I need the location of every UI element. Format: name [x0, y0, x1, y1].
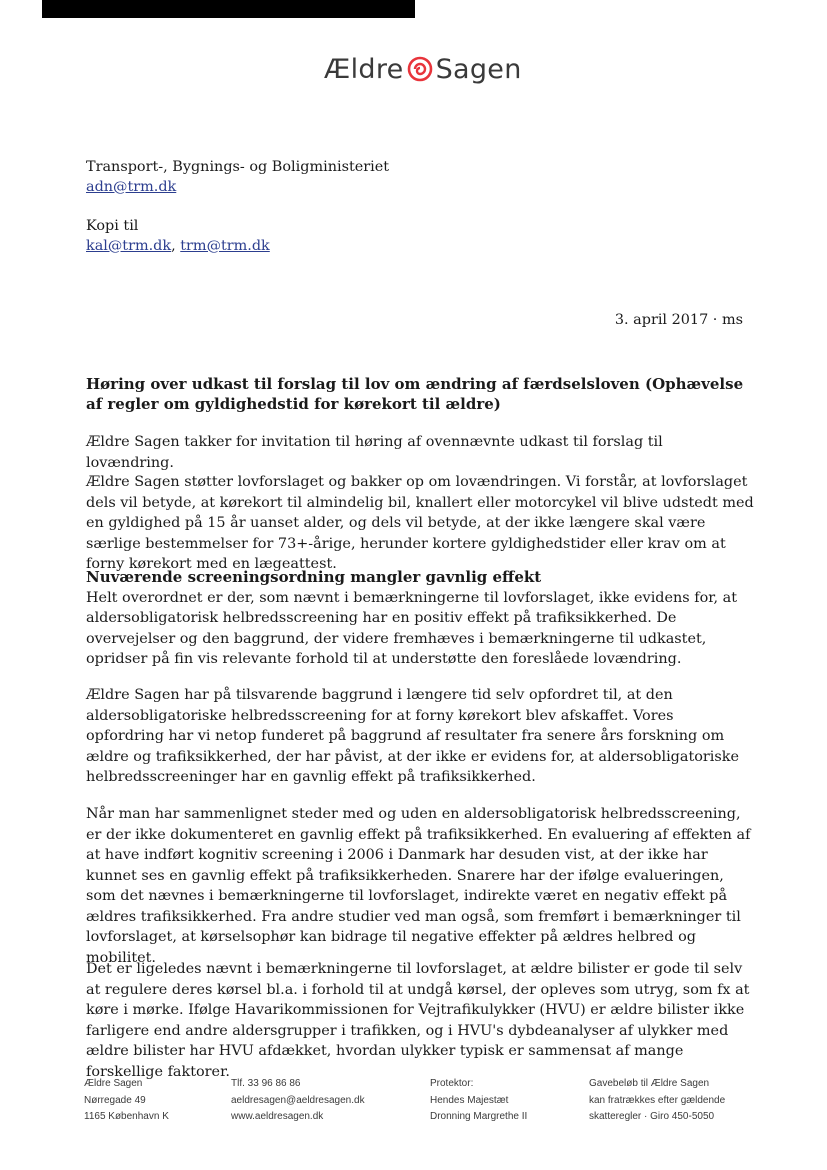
copy-email-link-2[interactable]: trm@trm.dk — [180, 237, 270, 254]
paragraph-2: Ældre Sagen støtter lovforslaget og bakker op om lovændringen. Vi forstår, at lovforslaget dels vil betyde, at kørekort til almindelig bil, knallert eller motorcykel vil blive udstedt med en gyldighed på 15 år uanset alder, og dels vil betyde, at der ikke længere skal være særlige bestemmelser for 73+-årige, herunder kortere gyldighedstider eller krav om at forny kørekort med en lægeattest. — [86, 474, 754, 572]
section-subheading: Nuværende screeningsordning mangler gavnlig effekt — [86, 568, 542, 586]
copy-block — [86, 217, 270, 256]
footer-street: Nørregade 49 — [84, 1094, 146, 1106]
paragraph-1: Ældre Sagen takker for invitation til høring af ovennævnte udkast til forslag til lovændring. — [86, 434, 663, 471]
footer-donation — [589, 1076, 725, 1126]
copy-label: Kopi til — [86, 218, 139, 234]
footer-patron-label: Protektor: — [430, 1078, 474, 1089]
footer-contact — [231, 1076, 365, 1126]
footer-address — [84, 1076, 169, 1126]
footer-website[interactable]: www.aeldresagen.dk — [231, 1111, 324, 1122]
footer-city: 1165 København K — [84, 1111, 169, 1122]
letter-heading: Høring over udkast til forslag til lov om ændring af færdselsloven (Ophævelse af regler om gyldighedstid for kørekort til ældre) — [86, 375, 744, 413]
footer-patron — [430, 1076, 527, 1126]
footer-org-name: Ældre Sagen — [84, 1078, 143, 1089]
footer-donation-line-1: Gavebeløb til Ældre Sagen — [589, 1078, 710, 1089]
footer-phone: Tlf. 33 96 86 86 — [231, 1078, 301, 1089]
recipient-email-link[interactable]: adn@trm.dk — [86, 178, 177, 195]
logo-text-right: Sagen — [435, 53, 522, 85]
copy-separator: , — [171, 237, 181, 254]
footer-email[interactable]: aeldresagen@aeldresagen.dk — [231, 1094, 365, 1106]
paragraph-4: Ældre Sagen har på tilsvarende baggrund i længere tid selv opfordret til, at den aldersobligatoriske helbredsscreening for at forny kørekort blev afskaffet. Vores opfordring har vi netop funderet på baggrund af resultater fra senere års forskning om ældre og trafiksikkerhed, der har påvist, at der ikke er evidens for, at aldersobligatoriske helbredsscreeninger har en gavnlig effekt på trafiksikkerhed. — [86, 687, 740, 785]
logo — [324, 52, 522, 86]
redaction-bar — [42, 0, 415, 18]
logo-text-left: Ældre — [324, 53, 404, 85]
copy-email-link-1[interactable]: kal@trm.dk — [86, 237, 172, 254]
recipient-block — [86, 158, 389, 197]
paragraph-5: Når man har sammenlignet steder med og uden en aldersobligatorisk helbredsscreening, er der ikke dokumenteret en gavnlig effekt på trafiksikkerhed. En evaluering af effekten af at have indført kognitiv screening i 2006 i Danmark har desuden vist, at der ikke har kunnet ses en gavnlig effekt på trafiksikkerheden. Snarere har der ifølge evalueringen, som det nævnes i bemærkningerne til lovforslaget, indirekte været en negativ effekt på ældres trafiksikkerhed. Fra andre studier ved man også, som fremført i bemærkninger til lovforslaget, at kørselsophør kan bidrage til negative effekter på ældres helbred og mobilitet. — [86, 806, 751, 966]
recipient-name: Transport-, Bygnings- og Boligministeriet — [86, 159, 390, 175]
paragraph-6: Det er ligeledes nævnt i bemærkningerne til lovforslaget, at ældre bilister er gode til selv at regulere deres kørsel bl.a. i forhold til at undgå kørsel, der opleves som utryg, som fx at køre i mørke. Ifølge Havarikommissionen for Vejtrafikulykker (HVU) er ældre bilister ikke farligere end andre aldersgrupper i trafikken, og i HVU's dybdeanalyser af ulykker med ældre bilister har HVU afdækket, hvordan ulykker typisk er sammensat af mange forskellige faktorer. — [86, 961, 750, 1080]
footer-patron-line-2: Dronning Margrethe II — [430, 1111, 528, 1122]
letter-date: 3. april 2017 · ms — [614, 312, 743, 328]
footer-patron-line-1: Hendes Majestæt — [430, 1094, 509, 1106]
paragraph-3: Helt overordnet er der, som nævnt i bemærkningerne til lovforslaget, ikke evidens for, at aldersobligatorisk helbredsscreening har en positiv effekt på trafiksikkerhed. De overvejelser og den baggrund, der videre fremhæves i bemærkningerne til udkastet, opridser på fin vis relevante forhold til at understøtte den foreslåede lovændring. — [86, 589, 738, 667]
footer-donation-line-3: skatteregler · Giro 450-5050 — [589, 1111, 715, 1122]
spiral-logo-icon — [407, 56, 433, 82]
footer-donation-line-2: kan fratrækkes efter gældende — [589, 1094, 726, 1106]
section-2 — [86, 567, 754, 670]
